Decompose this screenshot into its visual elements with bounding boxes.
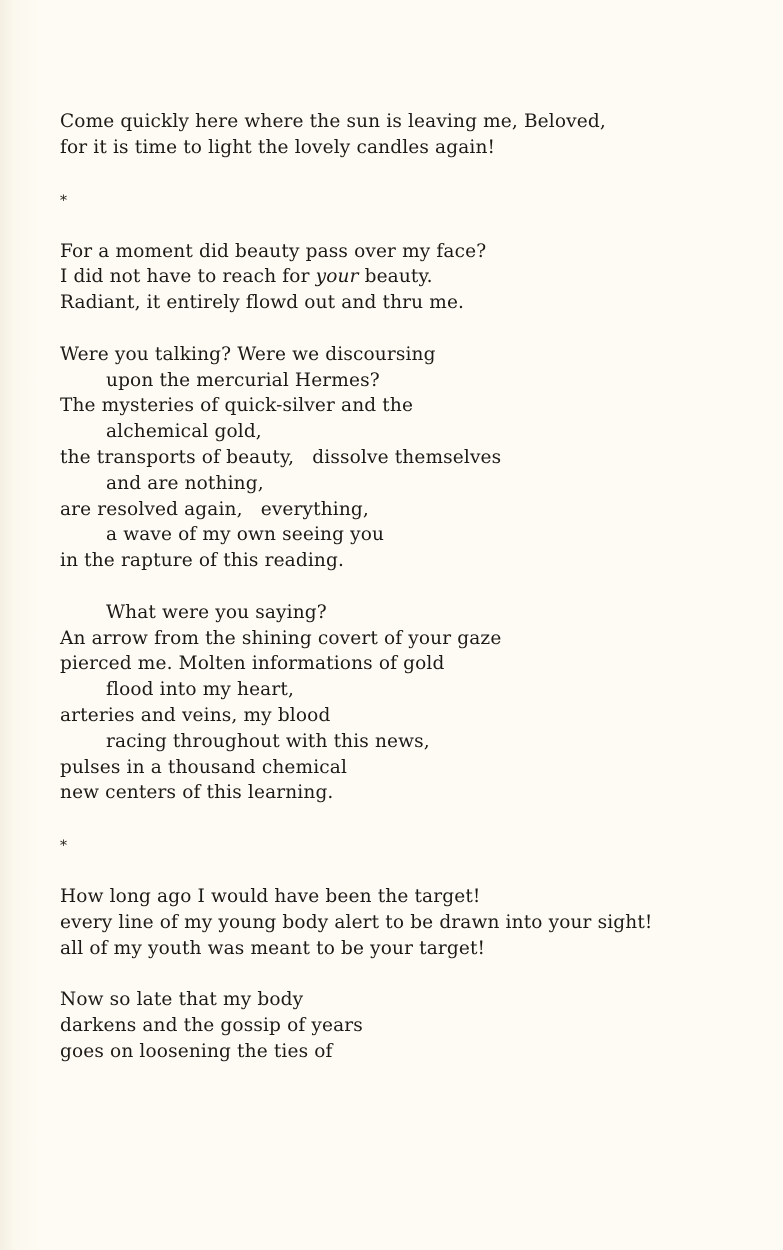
poem-line: goes on loosening the ties of [60,1040,333,1062]
stanza-6 [60,987,760,1064]
poem-line: pulses in a thousand chemical [60,756,348,778]
poem-line-indented: flood into my heart, [106,679,294,701]
poem-line-indented: a wave of my own seeing you [106,524,385,546]
poem-line: Come quickly here where the sun is leaving me, Beloved, [60,111,606,132]
italic-word: your [315,266,359,288]
poem-line: darkens and the gossip of years [60,1015,363,1037]
poem-line: Radiant, it entirely flowd out and thru me. [60,292,465,314]
poem-line: are resolved again, everything, [60,498,369,520]
poem-line: all of my youth was meant to be your target! [60,937,486,959]
stanza-2 [60,239,760,316]
poem-line [60,264,760,290]
poem-line: pierced me. Molten informations of gold [60,653,445,675]
poem-line: the transports of beauty, dissolve themselves [60,446,502,468]
poem-line-indented: upon the mercurial Hermes? [106,369,380,391]
poem-line: For a moment did beauty pass over my face? [60,240,487,262]
section-separator: * [60,192,68,209]
poem-line: arteries and veins, my blood [60,704,331,726]
stanza-5 [60,884,760,961]
poem-line: in the rapture of this reading. [60,550,345,572]
line-text: I did not have to reach for [60,266,316,288]
poem-line-indented: racing throughout with this news, [106,730,430,752]
section-separator: * [60,838,68,855]
poem-line-indented: and are nothing, [106,472,264,494]
poem-line-indented: What were you saying? [106,601,327,623]
stanza-1 [60,109,760,161]
poem-line: The mysteries of quick-silver and the [60,395,414,417]
stanza-4 [60,600,760,806]
poem-line: every line of my young body alert to be drawn into your sight! [60,911,653,933]
poem-line: Now so late that my body [60,989,304,1011]
stanza-3 [60,342,760,574]
poem-line: for it is time to light the lovely candles again! [60,136,496,158]
poem-line: How long ago I would have been the target! [60,886,481,908]
poem-line: Were you talking? Were we discoursing [60,343,436,365]
line-text: beauty. [358,266,433,288]
poem-line-indented: alchemical gold, [106,421,262,443]
poem-text [60,109,760,1065]
poem-line: An arrow from the shining covert of your gaze [60,627,502,649]
poem-line: new centers of this learning. [60,782,334,804]
